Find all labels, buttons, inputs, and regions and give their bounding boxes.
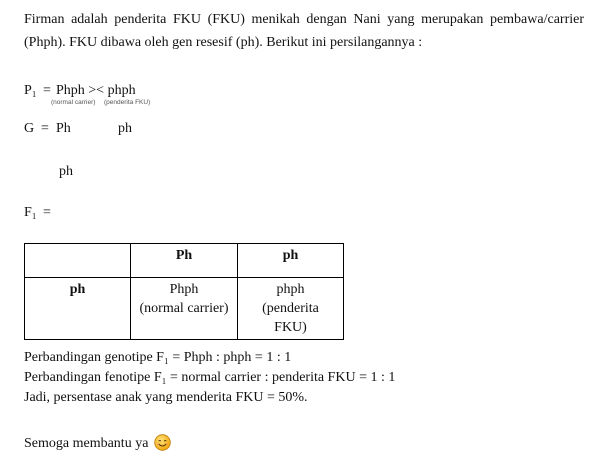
- gamete-equals: =: [41, 121, 49, 136]
- p1-equals: =: [43, 83, 51, 98]
- conclusion-block: [24, 348, 395, 408]
- gamete-ph-second: ph: [59, 164, 73, 179]
- table-header-ph-recessive: ph: [238, 244, 344, 278]
- genotype-ratio: Perbandingan genotipe F₁ = Phph : phph = 1 : 1: [24, 350, 292, 365]
- table-row-head-ph: ph: [25, 278, 131, 340]
- smiling-face-icon: [154, 434, 171, 451]
- cell-genotype: Phph: [169, 282, 199, 297]
- table-row: [25, 278, 344, 340]
- closing-text: Semoga membantu ya: [24, 436, 149, 451]
- table-cell-phph-penderita: [238, 278, 344, 340]
- f1-label: F₁: [24, 205, 37, 220]
- table-header-ph-dominant: Ph: [131, 244, 238, 278]
- cell-phenotype-line1: (penderita: [262, 301, 319, 316]
- f1-equals: =: [43, 205, 51, 220]
- gamete-ph-dominant: Ph: [56, 121, 71, 136]
- gamete-label: G: [24, 121, 35, 136]
- percentage-result: Jadi, persentase anak yang menderita FKU = 50%.: [24, 390, 308, 405]
- p1-note-penderita: (penderita FKU): [104, 99, 151, 106]
- cell-phenotype-line2: FKU): [274, 320, 307, 335]
- table-corner-cell: [25, 244, 131, 278]
- p1-note-normal-carrier: (normal carrier): [51, 99, 96, 106]
- p1-label: P₁: [24, 83, 37, 98]
- phenotype-ratio: Perbandingan fenotipe F₁ = normal carrier : penderita FKU = 1 : 1: [24, 370, 396, 385]
- p1-cross: Phph >< phph: [56, 83, 136, 98]
- cell-genotype: phph: [276, 282, 305, 297]
- cell-phenotype: (normal carrier): [139, 301, 229, 316]
- punnett-table: [24, 243, 344, 340]
- table-header-row: [25, 244, 344, 278]
- intro-paragraph: Firman adalah penderita FKU (FKU) menikah dengan Nani yang merupakan pembawa/carrier (Phph). FKU dibawa oleh gen resesif (ph). Berikut ini persilangannya :: [24, 12, 584, 50]
- closing-line: [24, 432, 171, 455]
- gamete-ph-recessive: ph: [118, 121, 132, 136]
- table-cell-phph-carrier: [131, 278, 238, 340]
